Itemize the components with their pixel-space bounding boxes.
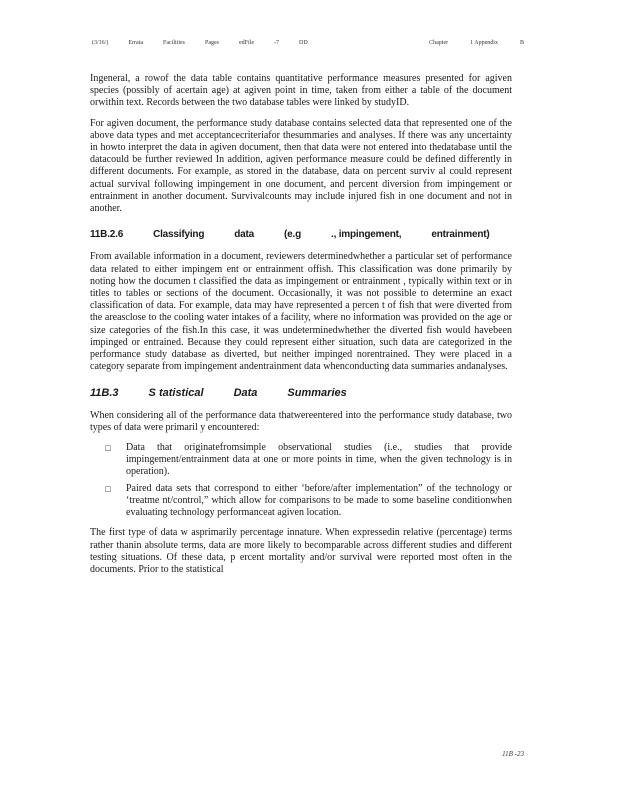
document-body bbox=[90, 73, 512, 584]
section-number: 11B.2.6 bbox=[90, 229, 124, 241]
header-left-item: (3/16/) bbox=[92, 40, 109, 46]
header-left-item: edFile bbox=[239, 40, 254, 46]
section-title-part: ., impingement, bbox=[330, 229, 402, 241]
header-left-item: Facilities bbox=[163, 40, 185, 46]
header-letter: B bbox=[519, 40, 524, 46]
header-left-item: Pages bbox=[205, 40, 219, 46]
header-left bbox=[92, 40, 308, 52]
page-number: 11B -23 bbox=[502, 750, 524, 758]
list-item bbox=[90, 483, 512, 520]
header-left-item: DD bbox=[299, 40, 308, 46]
header-left-item: -7 bbox=[274, 40, 279, 46]
running-header bbox=[92, 40, 524, 52]
header-chapter: Chapter bbox=[429, 40, 449, 46]
section-number: 11B.3 bbox=[90, 387, 119, 400]
section-title-part: Classifying bbox=[153, 229, 205, 241]
body-paragraph: From available information in a document, reviewers determinedwhether a particular set of performance data related to either impingem ent or entrainment offish. This classification was done primarily by noting how the documen t classified the data as impingement or entrainment , typically within text or in titles to tables or sections of the document. Occasionally, it was not possible to determine an exact classification of data. For example, data may have represented a percen t of fish that were diverted from the areasclose to the cooling water intakes of a facility, where no information was provided on the age or size categories of the fish.In this case, it was undeterminedwhether the diverted fish would havebeen impinged or entrained. Because they could represent either situation, such data are categorized in the performance study database as diverted, but neither impinged norentrained. They were placed in a category separate from impingement andentrainment data whenconducting data summaries andanalyses. bbox=[90, 251, 512, 373]
header-left-item: Errata bbox=[128, 40, 143, 46]
body-paragraph: For agiven document, the performance study database contains selected data that represented one of the above data types and met acceptancecriteriafor thesummaries and analyses. If there was any uncertainty in howto interpret the data in agiven document, then that data were not entered into thedatabase until the datacould be further reviewed In addition, agiven performance measure could be defined differently in different documents. For example, as stored in the database, data on percent surviv al could represent actual survival following impingement in one document, and percent diversion from impingement or entrainment in another document. Survivalcounts may include injured fish in one document and not in another. bbox=[90, 117, 512, 215]
bullet-list bbox=[90, 442, 512, 519]
section-title-part: Summaries bbox=[287, 387, 347, 400]
section-title-part: entrainment) bbox=[431, 229, 490, 241]
section-title-part: (e.g bbox=[284, 229, 301, 241]
section-title-part: S tatistical bbox=[148, 387, 204, 400]
list-item bbox=[90, 442, 512, 479]
bullet-box-icon: □ bbox=[105, 443, 111, 454]
body-paragraph: Ingeneral, a rowof the data table contains quantitative performance measures presented for agiven species (possibly of acertain age) at agiven point in time, taken from either a table of the document orwithin text. Records between the two database tables were linked by studyID. bbox=[90, 73, 512, 109]
list-item-text: Data that originatefromsimple observational studies (i.e., studies that provide impingement/entrainment data at one or more points in time, when the given technology is in operation). bbox=[126, 442, 512, 478]
header-appendix: 1 Appendix bbox=[470, 40, 498, 46]
list-item-text: Paired data sets that correspond to either ‘before/after implementation” of the technology or ‘treatme nt/control,” which allow for comparisons to be made to some baseline conditionwhen evaluating technology performanceat agiven location. bbox=[126, 482, 512, 519]
header-right bbox=[429, 40, 524, 52]
section-title-part: Data bbox=[233, 387, 258, 400]
body-paragraph: When considering all of the performance data thatwereentered into the performance study database, two types of data were primaril y encountered: bbox=[90, 409, 512, 433]
section-title-part: data bbox=[234, 229, 254, 241]
section-heading-11b-3 bbox=[90, 387, 512, 399]
section-heading-11b-2-6 bbox=[90, 229, 512, 241]
bullet-box-icon: □ bbox=[105, 483, 111, 494]
body-paragraph: The first type of data w asprimarily percentage innature. When expressedin relative (percentage) terms rather thanin absolute terms, data are more likely to becomparable across different studies and different testing situations. Of these data, p ercent mortality and/or survival were reported most often in the documents. Prior to the statistical bbox=[90, 527, 512, 575]
